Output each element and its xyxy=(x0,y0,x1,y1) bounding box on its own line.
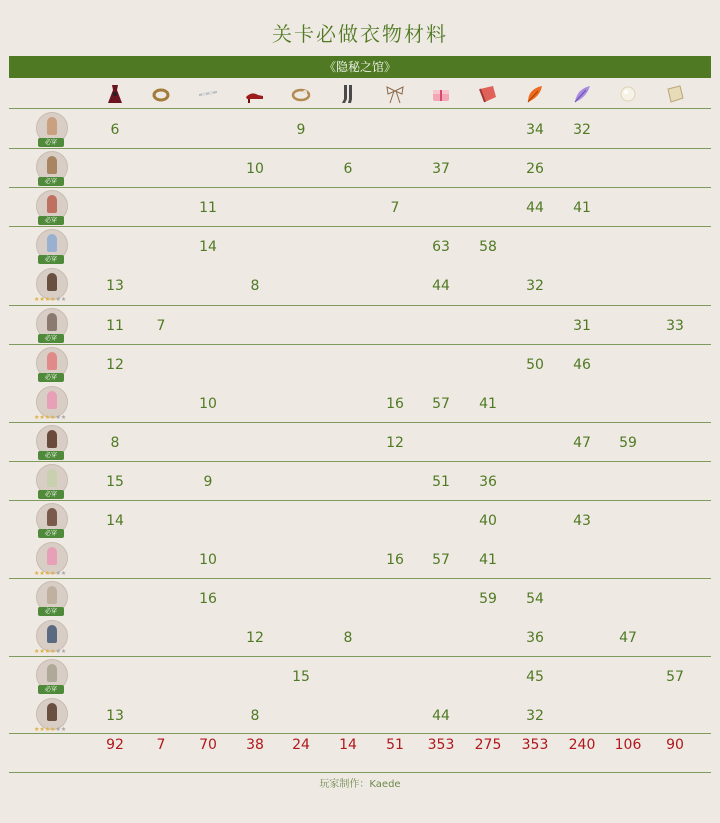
material-count-cell: 16 xyxy=(199,591,217,607)
material-count-cell: 12 xyxy=(386,435,404,451)
group-divider xyxy=(9,461,711,462)
group-divider xyxy=(9,148,711,149)
material-count-cell: 32 xyxy=(526,278,544,294)
material-count-cell: 26 xyxy=(526,161,544,177)
must-wear-badge: 必穿 xyxy=(38,490,64,499)
star-rating: ★★★★★★ xyxy=(34,414,67,421)
table-row xyxy=(0,345,720,384)
clothing-figure-icon xyxy=(47,352,57,370)
material-count-cell: 36 xyxy=(479,474,497,490)
group-divider xyxy=(9,305,711,306)
group-divider xyxy=(9,578,711,579)
footer-divider xyxy=(9,772,711,773)
material-count-cell: 44 xyxy=(432,278,450,294)
table-row xyxy=(0,110,720,149)
material-count-cell: 9 xyxy=(296,122,306,138)
material-count-cell: 57 xyxy=(432,396,450,412)
total-count-cell: 106 xyxy=(614,737,642,753)
group-divider xyxy=(9,422,711,423)
gift-box-icon xyxy=(429,82,453,106)
must-wear-badge: 必穿 xyxy=(38,529,64,538)
material-count-cell: 41 xyxy=(573,200,591,216)
clothing-figure-icon xyxy=(47,273,57,291)
credit-text: 玩家制作：Kaede xyxy=(319,779,401,790)
material-count-cell: 16 xyxy=(386,396,404,412)
table-row xyxy=(0,696,720,735)
section-banner: 《隐秘之馆》 xyxy=(9,56,711,78)
material-count-cell: 6 xyxy=(343,161,353,177)
material-count-cell: 43 xyxy=(573,513,591,529)
clothing-figure-icon xyxy=(47,117,57,135)
total-count-cell: 353 xyxy=(427,737,455,753)
group-divider xyxy=(9,187,711,188)
material-count-cell: 13 xyxy=(106,708,124,724)
material-count-cell: 9 xyxy=(203,474,213,490)
total-count-cell: 14 xyxy=(339,737,357,753)
table-row xyxy=(0,188,720,227)
material-count-cell: 10 xyxy=(199,396,217,412)
ring-icon xyxy=(149,82,173,106)
page-title: 关卡必做衣物材料 xyxy=(272,22,448,46)
clothing-figure-icon xyxy=(47,469,57,487)
clothing-figure-icon xyxy=(47,391,57,409)
must-wear-badge: 必穿 xyxy=(38,177,64,186)
clothing-figure-icon xyxy=(47,234,57,252)
must-wear-badge: 必穿 xyxy=(38,607,64,616)
material-count-cell: 12 xyxy=(246,630,264,646)
material-count-cell: 47 xyxy=(573,435,591,451)
material-count-cell: 15 xyxy=(106,474,124,490)
material-count-cell: 54 xyxy=(526,591,544,607)
table-row xyxy=(0,227,720,266)
clothing-figure-icon xyxy=(47,586,57,604)
material-count-cell: 50 xyxy=(526,357,544,373)
star-rating: ★★★★★★ xyxy=(34,296,67,303)
bracelet-icon xyxy=(289,82,313,106)
material-count-cell: 40 xyxy=(479,513,497,529)
material-count-cell: 59 xyxy=(619,435,637,451)
pearl-icon xyxy=(616,82,640,106)
clothing-figure-icon xyxy=(47,664,57,682)
material-count-cell: 8 xyxy=(250,708,260,724)
material-count-cell: 8 xyxy=(343,630,353,646)
total-count-cell: 90 xyxy=(666,737,684,753)
total-count-cell: 353 xyxy=(521,737,549,753)
header-divider xyxy=(9,108,711,109)
material-count-cell: 13 xyxy=(106,278,124,294)
material-count-cell: 44 xyxy=(432,708,450,724)
table-row xyxy=(0,540,720,579)
table-row xyxy=(0,657,720,696)
hairpin-icon xyxy=(196,82,220,106)
group-divider xyxy=(9,344,711,345)
clothing-figure-icon xyxy=(47,313,57,331)
material-count-cell: 10 xyxy=(246,161,264,177)
clothing-figure-icon xyxy=(47,430,57,448)
table-row xyxy=(0,384,720,423)
table-row xyxy=(0,266,720,305)
table-row xyxy=(0,618,720,657)
material-count-cell: 57 xyxy=(432,552,450,568)
material-count-cell: 11 xyxy=(199,200,217,216)
star-rating: ★★★★★★ xyxy=(34,648,67,655)
bow-icon xyxy=(383,82,407,106)
material-count-cell: 59 xyxy=(479,591,497,607)
material-count-cell: 10 xyxy=(199,552,217,568)
material-count-cell: 45 xyxy=(526,669,544,685)
total-count-cell: 275 xyxy=(474,737,502,753)
material-count-cell: 31 xyxy=(573,318,591,334)
material-count-cell: 11 xyxy=(106,318,124,334)
total-count-cell: 24 xyxy=(292,737,310,753)
material-count-cell: 41 xyxy=(479,552,497,568)
table-row xyxy=(0,462,720,501)
group-divider xyxy=(9,733,711,734)
stockings-icon xyxy=(336,82,360,106)
clothing-figure-icon xyxy=(47,547,57,565)
material-count-cell: 14 xyxy=(199,239,217,255)
material-icon-row xyxy=(0,80,720,108)
material-count-cell: 63 xyxy=(432,239,450,255)
material-count-cell: 44 xyxy=(526,200,544,216)
total-count-cell: 7 xyxy=(156,737,166,753)
material-count-cell: 34 xyxy=(526,122,544,138)
material-count-cell: 14 xyxy=(106,513,124,529)
total-count-cell: 38 xyxy=(246,737,264,753)
material-count-cell: 36 xyxy=(526,630,544,646)
material-count-cell: 7 xyxy=(156,318,166,334)
table-row xyxy=(0,501,720,540)
material-count-cell: 46 xyxy=(573,357,591,373)
material-count-cell: 15 xyxy=(292,669,310,685)
table-row xyxy=(0,149,720,188)
material-count-cell: 51 xyxy=(432,474,450,490)
material-count-cell: 7 xyxy=(390,200,400,216)
material-count-cell: 57 xyxy=(666,669,684,685)
clothing-figure-icon xyxy=(47,703,57,721)
must-wear-badge: 必穿 xyxy=(38,334,64,343)
material-count-cell: 58 xyxy=(479,239,497,255)
dress-icon xyxy=(103,82,127,106)
material-count-cell: 8 xyxy=(250,278,260,294)
clothing-figure-icon xyxy=(47,508,57,526)
total-count-cell: 240 xyxy=(568,737,596,753)
material-count-cell: 37 xyxy=(432,161,450,177)
must-wear-badge: 必穿 xyxy=(38,216,64,225)
total-count-cell: 70 xyxy=(199,737,217,753)
table-row xyxy=(0,579,720,618)
must-wear-badge: 必穿 xyxy=(38,373,64,382)
fabric-icon xyxy=(476,82,500,106)
feather-orange-icon xyxy=(523,82,547,106)
material-count-cell: 12 xyxy=(106,357,124,373)
clothing-figure-icon xyxy=(47,195,57,213)
must-wear-badge: 必穿 xyxy=(38,685,64,694)
material-count-cell: 8 xyxy=(110,435,120,451)
group-divider xyxy=(9,656,711,657)
scroll-icon xyxy=(663,82,687,106)
material-count-cell: 32 xyxy=(526,708,544,724)
total-count-cell: 51 xyxy=(386,737,404,753)
star-rating: ★★★★★★ xyxy=(34,570,67,577)
material-count-cell: 33 xyxy=(666,318,684,334)
must-wear-badge: 必穿 xyxy=(38,255,64,264)
group-divider xyxy=(9,226,711,227)
total-count-cell: 92 xyxy=(106,737,124,753)
clothing-figure-icon xyxy=(47,156,57,174)
must-wear-badge: 必穿 xyxy=(38,138,64,147)
clothing-figure-icon xyxy=(47,625,57,643)
material-count-cell: 47 xyxy=(619,630,637,646)
material-count-cell: 32 xyxy=(573,122,591,138)
table-row xyxy=(0,423,720,462)
heels-icon xyxy=(243,82,267,106)
must-wear-badge: 必穿 xyxy=(38,451,64,460)
feather-purple-icon xyxy=(570,82,594,106)
table-row xyxy=(0,306,720,345)
material-count-cell: 6 xyxy=(110,122,120,138)
star-rating: ★★★★★★ xyxy=(34,726,67,733)
material-count-cell: 41 xyxy=(479,396,497,412)
material-count-cell: 16 xyxy=(386,552,404,568)
group-divider xyxy=(9,500,711,501)
